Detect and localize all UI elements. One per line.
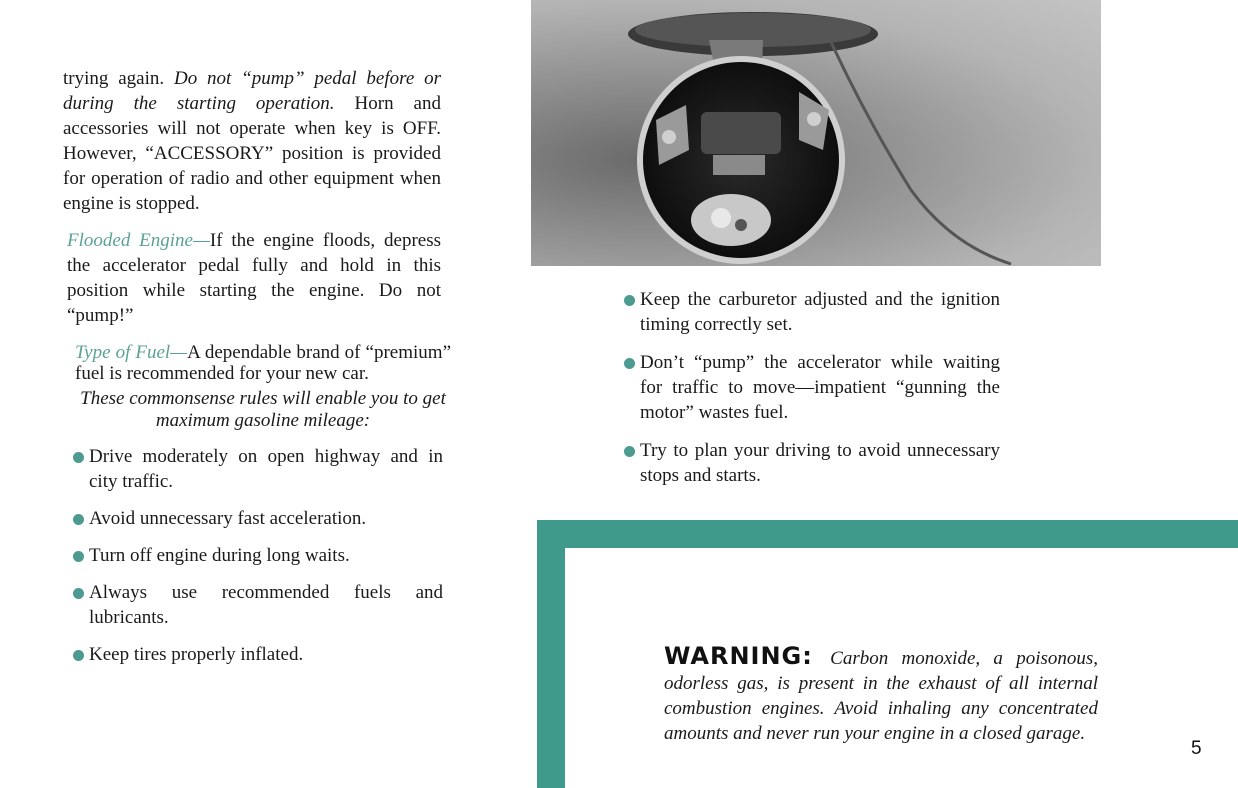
intro-text-part1: trying again.	[63, 68, 174, 89]
flooded-engine-paragraph	[63, 228, 441, 328]
page-number: 5	[1191, 738, 1202, 759]
list-item	[73, 580, 443, 630]
bullet-dot-icon	[73, 588, 84, 599]
bullet-dot-icon	[73, 452, 84, 463]
bullet-dot-icon	[73, 551, 84, 562]
list-item	[624, 287, 1000, 337]
flooded-engine-heading: Flooded Engine—	[67, 230, 210, 251]
list-item	[73, 506, 443, 531]
type-of-fuel-body: A dependable brand of “premium” fuel is recommended for your new car.	[75, 342, 452, 384]
type-of-fuel-section	[63, 342, 451, 432]
intro-paragraph	[63, 66, 441, 216]
list-item-text: Don’t “pump” the accelerator while waiting for traffic to move—impatient “gunning the motor” wastes fuel.	[640, 352, 1000, 423]
bullet-dot-icon	[73, 514, 84, 525]
bullet-dot-icon	[73, 650, 84, 661]
left-bullet-list	[63, 444, 443, 667]
list-item-text: Turn off engine during long waits.	[89, 545, 350, 566]
right-bullet-list	[624, 287, 1000, 488]
list-item-text: Always use recommended fuels and lubricants.	[89, 582, 443, 628]
list-item	[624, 350, 1000, 425]
warning-body: Carbon monoxide, a poisonous, odorless gas, is present in the exhaust of all internal combustion engines. Avoid inhaling any concentrated amounts and never run your engine in a closed garage.	[664, 648, 1099, 744]
list-item	[73, 444, 443, 494]
warning-text	[664, 644, 1098, 746]
bullet-dot-icon	[624, 295, 635, 306]
intro-text-part2: Horn and accessories will not operate when key is OFF. However, “ACCESSORY” position is provided for operation of radio and other equipment when engine is stopped.	[63, 93, 441, 214]
bullet-dot-icon	[624, 446, 635, 457]
warning-label: WARNING:	[664, 642, 813, 670]
list-item-text: Avoid unnecessary fast acceleration.	[89, 508, 367, 529]
list-item-text: Keep the carburetor adjusted and the ignition timing correctly set.	[640, 289, 1000, 335]
type-of-fuel-paragraph	[75, 342, 451, 384]
rules-intro: These commonsense rules will enable you to get maximum gasoline mileage:	[80, 388, 446, 431]
flooded-engine-body: If the engine floods, depress the accelerator pedal fully and hold in this position while starting the engine. Do not “pump!”	[67, 230, 441, 326]
right-column	[624, 287, 1000, 501]
fuel-door-photo	[531, 0, 1101, 266]
list-item	[73, 543, 443, 568]
fuel-door-illustration	[531, 0, 1101, 266]
intro-italic-warning: Do not “pump” pedal before or during the starting operation.	[63, 68, 442, 114]
list-item-text: Try to plan your driving to avoid unnecessary stops and starts.	[640, 440, 1000, 486]
bullet-dot-icon	[624, 358, 635, 369]
list-item-text: Drive moderately on open highway and in city traffic.	[89, 446, 443, 492]
type-of-fuel-heading: Type of Fuel—	[75, 342, 188, 363]
list-item-text: Keep tires properly inflated.	[89, 644, 304, 665]
left-column	[63, 66, 452, 679]
list-item	[624, 438, 1000, 488]
warning-box-frame	[537, 520, 1238, 788]
list-item	[73, 642, 443, 667]
warning-box	[565, 548, 1238, 788]
